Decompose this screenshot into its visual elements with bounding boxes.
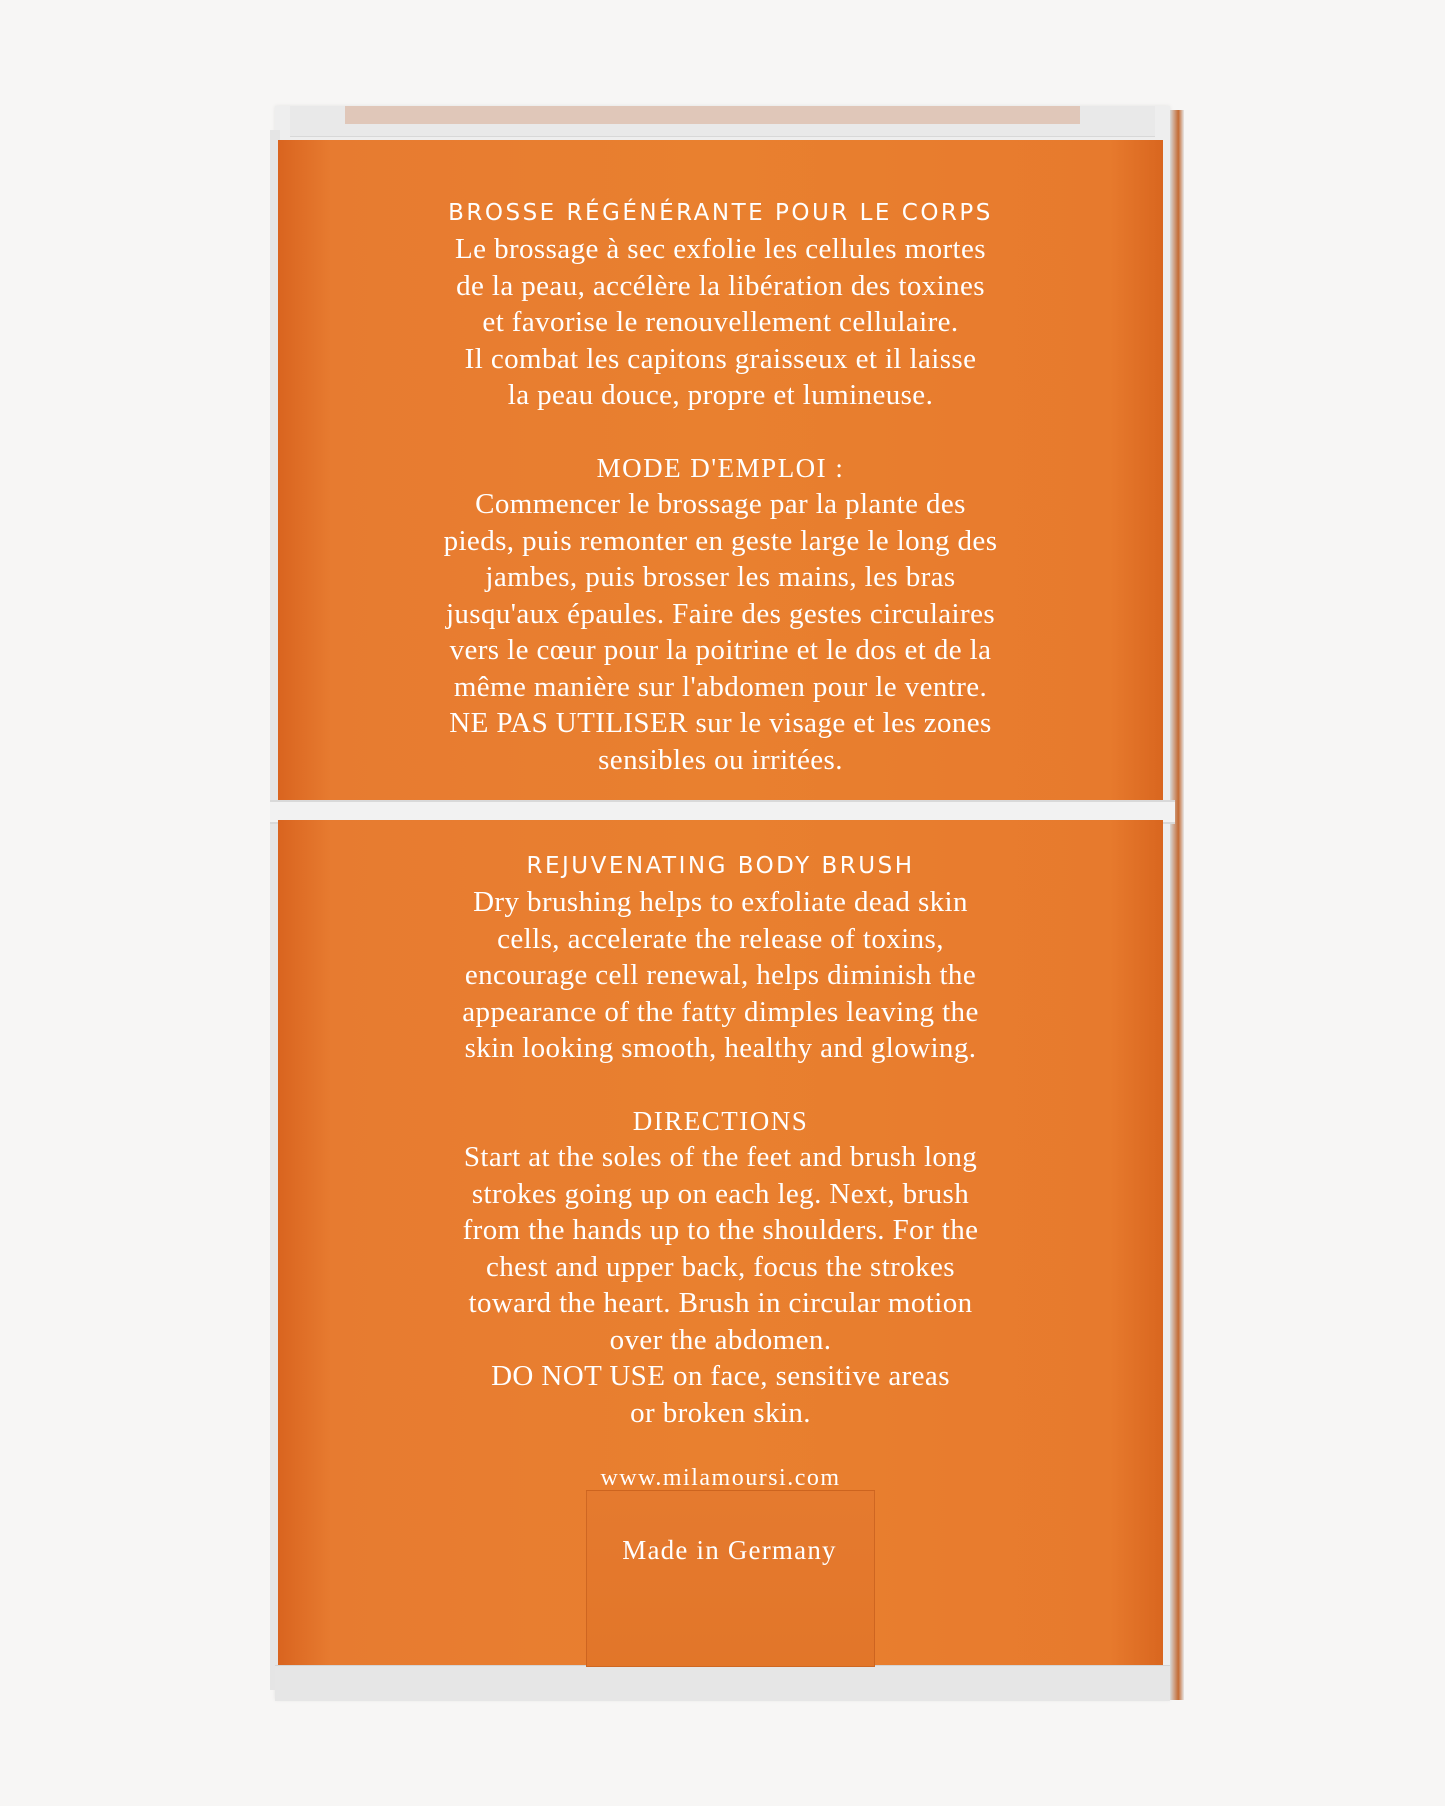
french-mode-line: même manière sur l'abdomen pour le ventre. xyxy=(453,670,988,703)
french-mode-line: jambes, puis brosser les mains, les bras xyxy=(485,561,956,593)
french-intro-line: Il combat les capitons graisseux et il laisse xyxy=(464,342,977,375)
english-directions-line: chest and upper back, focus the strokes xyxy=(486,1250,955,1283)
tuck-flap xyxy=(586,1490,875,1667)
english-directions-line: Start at the soles of the feet and brush long xyxy=(463,1141,978,1173)
english-intro-line: encourage cell renewal, helps diminish the xyxy=(464,959,977,991)
english-directions-line: strokes going up on each leg. Next, brush xyxy=(471,1177,970,1210)
french-mode-line: Commencer le brossage par la plante des xyxy=(475,488,966,520)
french-mode-line: pieds, puis remonter en geste large le long des xyxy=(443,524,998,557)
english-directions-line: from the hands up to the shoulders. For the xyxy=(462,1214,979,1246)
english-directions-line: or broken skin. xyxy=(630,1396,811,1429)
english-directions-title: DIRECTIONS xyxy=(632,1106,809,1136)
website-text: www.milamoursi.com xyxy=(600,1465,841,1491)
english-intro-line: Dry brushing helps to exfoliate dead skin xyxy=(473,886,968,918)
box-right-edge xyxy=(1170,110,1184,1700)
english-directions-line: DO NOT USE on face, sensitive areas xyxy=(491,1360,950,1392)
english-directions-line: toward the heart. Brush in circular motion xyxy=(468,1287,973,1319)
french-intro-line: la peau douce, propre et lumineuse. xyxy=(507,379,934,411)
french-mode-line: vers le cœur pour la poitrine et le dos et de la xyxy=(449,634,992,666)
french-mode-title: MODE D'EMPLOI : xyxy=(596,453,845,483)
french-intro-line: Le brossage à sec exfolie les cellules mortes xyxy=(455,233,986,265)
french-mode-line: jusqu'aux épaules. Faire des gestes circulaires xyxy=(445,597,996,630)
made-in-text: Made in Germany xyxy=(622,1535,837,1565)
english-title: REJUVENATING BODY BRUSH xyxy=(526,853,915,879)
english-intro-line: cells, accelerate the release of toxins, xyxy=(497,922,944,955)
french-mode-line: NE PAS UTILISER sur le visage et les zones xyxy=(449,707,992,739)
english-intro-block xyxy=(278,848,1163,1067)
english-intro-line: appearance of the fatty dimples leaving the xyxy=(462,995,979,1028)
french-mode-line: sensibles ou irritées. xyxy=(598,743,843,776)
english-directions-line: over the abdomen. xyxy=(609,1323,832,1356)
french-intro-line: et favorise le renouvellement cellulaire. xyxy=(482,306,959,338)
box-top-inner xyxy=(345,106,1080,124)
french-mode-block xyxy=(278,450,1163,778)
english-directions-block xyxy=(278,1103,1163,1431)
french-intro-block xyxy=(278,195,1163,414)
french-intro-line: de la peau, accélère la libération des toxines xyxy=(456,269,985,302)
box-bottom-flap xyxy=(275,1665,1170,1701)
english-intro-line: skin looking smooth, healthy and glowing. xyxy=(464,1032,977,1064)
french-title: BROSSE RÉGÉNÉRANTE POUR LE CORPS xyxy=(448,200,993,226)
